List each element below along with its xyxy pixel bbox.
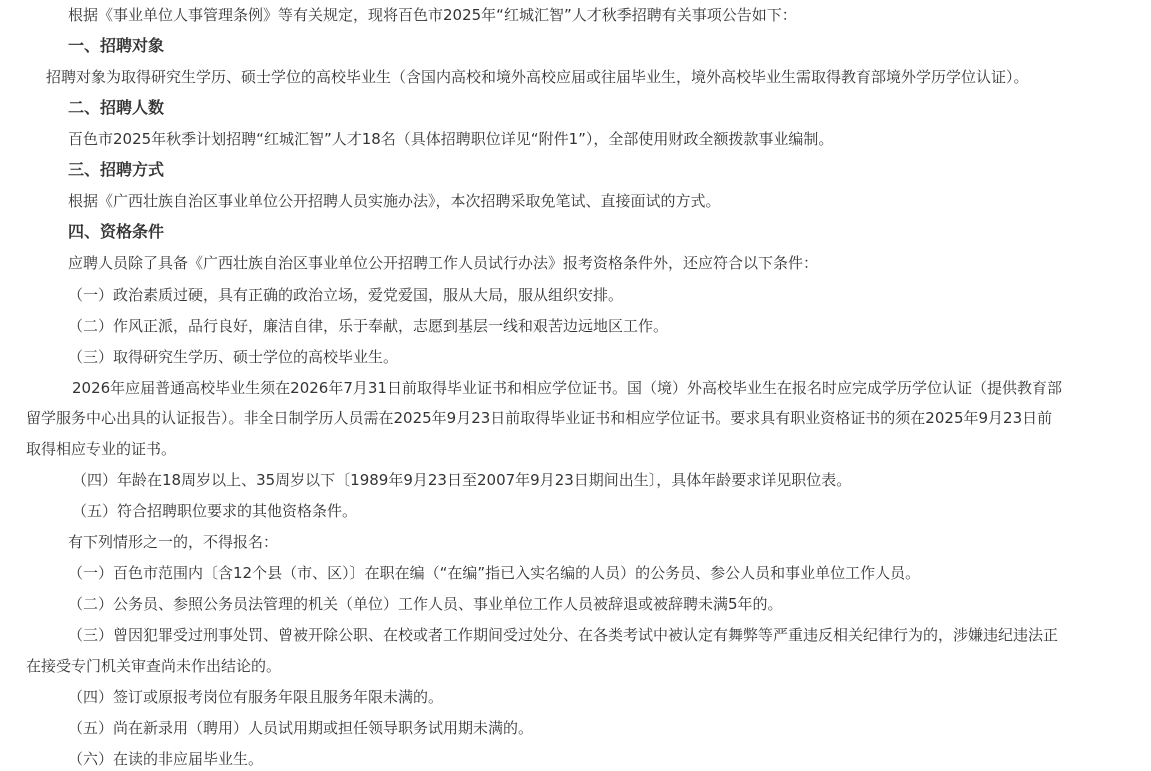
qualification-item-5: （五）符合招聘职位要求的其他资格条件。 — [72, 502, 358, 520]
exclusion-item-1: （一）百色市范围内〔含12个县（市、区）〕在职在编（“在编”指已入实名编的人员）的公务员、参公人员和事业单位工作人员。 — [68, 564, 921, 582]
exclusions-lead: 有下列情形之一的，不得报名： — [68, 533, 279, 551]
section-body-recruitment-number: 百色市2025年秋季计划招聘“红城汇智”人才18名（具体招聘职位详见“附件1”），全部使用财政全额拨款事业编制。 — [68, 130, 834, 148]
section-heading-recruitment-method: 三、招聘方式 — [68, 160, 165, 179]
qualification-item-3: （三）取得研究生学历、硕士学位的高校毕业生。 — [68, 348, 399, 366]
qualification-note-line-1: 2026年应届普通高校毕业生须在2026年7月31日前取得毕业证书和相应学位证书。国（境）外高校毕业生在报名时应完成学历学位认证（提供教育部 — [72, 379, 1062, 397]
exclusion-item-4: （四）签订或原报考岗位有服务年限且服务年限未满的。 — [68, 688, 444, 706]
exclusion-item-6: （六）在读的非应届毕业生。 — [68, 750, 264, 768]
qualifications-lead: 应聘人员除了具备《广西壮族自治区事业单位公开招聘工作人员试行办法》报考资格条件外，还应符合以下条件： — [68, 254, 819, 272]
qualification-note-line-3: 取得相应专业的证书。 — [26, 440, 177, 458]
exclusion-item-3-line-2: 在接受专门机关审查尚未作出结论的。 — [26, 657, 282, 675]
section-heading-qualifications: 四、资格条件 — [68, 222, 165, 241]
section-body-recruitment-target: 招聘对象为取得研究生学历、硕士学位的高校毕业生（含国内高校和境外高校应届或往届毕业生，境外高校毕业生需取得教育部境外学历学位认证）。 — [46, 68, 1029, 86]
section-heading-recruitment-target: 一、招聘对象 — [68, 36, 165, 55]
qualification-item-4: （四）年龄在18周岁以上、35周岁以下〔1989年9月23日至2007年9月23日期间出生〕，具体年龄要求详见职位表。 — [72, 471, 852, 489]
exclusion-item-2: （二）公务员、参照公务员法管理的机关（单位）工作人员、事业单位工作人员被辞退或被辞聘未满5年的。 — [68, 595, 783, 613]
qualification-item-2: （二）作风正派，品行良好，廉洁自律，乐于奉献，志愿到基层一线和艰苦边远地区工作。 — [68, 317, 669, 335]
section-heading-recruitment-number: 二、招聘人数 — [68, 98, 165, 117]
qualification-item-1: （一）政治素质过硬，具有正确的政治立场，爱党爱国，服从大局，服从组织安排。 — [68, 286, 624, 304]
qualification-note-line-2: 留学服务中心出具的认证报告）。非全日制学历人员需在2025年9月23日前取得毕业证书和相应学位证书。要求具有职业资格证书的须在2025年9月23日前 — [26, 409, 1053, 427]
exclusion-item-5: （五）尚在新录用（聘用）人员试用期或担任领导职务试用期未满的。 — [68, 719, 534, 737]
exclusion-item-3-line-1: （三）曾因犯罪受过刑事处罚、曾被开除公职、在校或者工作期间受过处分、在各类考试中被认定有舞弊等严重违反相关纪律行为的，涉嫌违纪违法正 — [68, 626, 1059, 644]
section-body-recruitment-method: 根据《广西壮族自治区事业单位公开招聘人员实施办法》，本次招聘采取免笔试、直接面试的方式。 — [68, 192, 721, 210]
intro-paragraph: 根据《事业单位人事管理条例》等有关规定，现将百色市2025年“红城汇智”人才秋季招聘有关事项公告如下： — [68, 6, 797, 24]
